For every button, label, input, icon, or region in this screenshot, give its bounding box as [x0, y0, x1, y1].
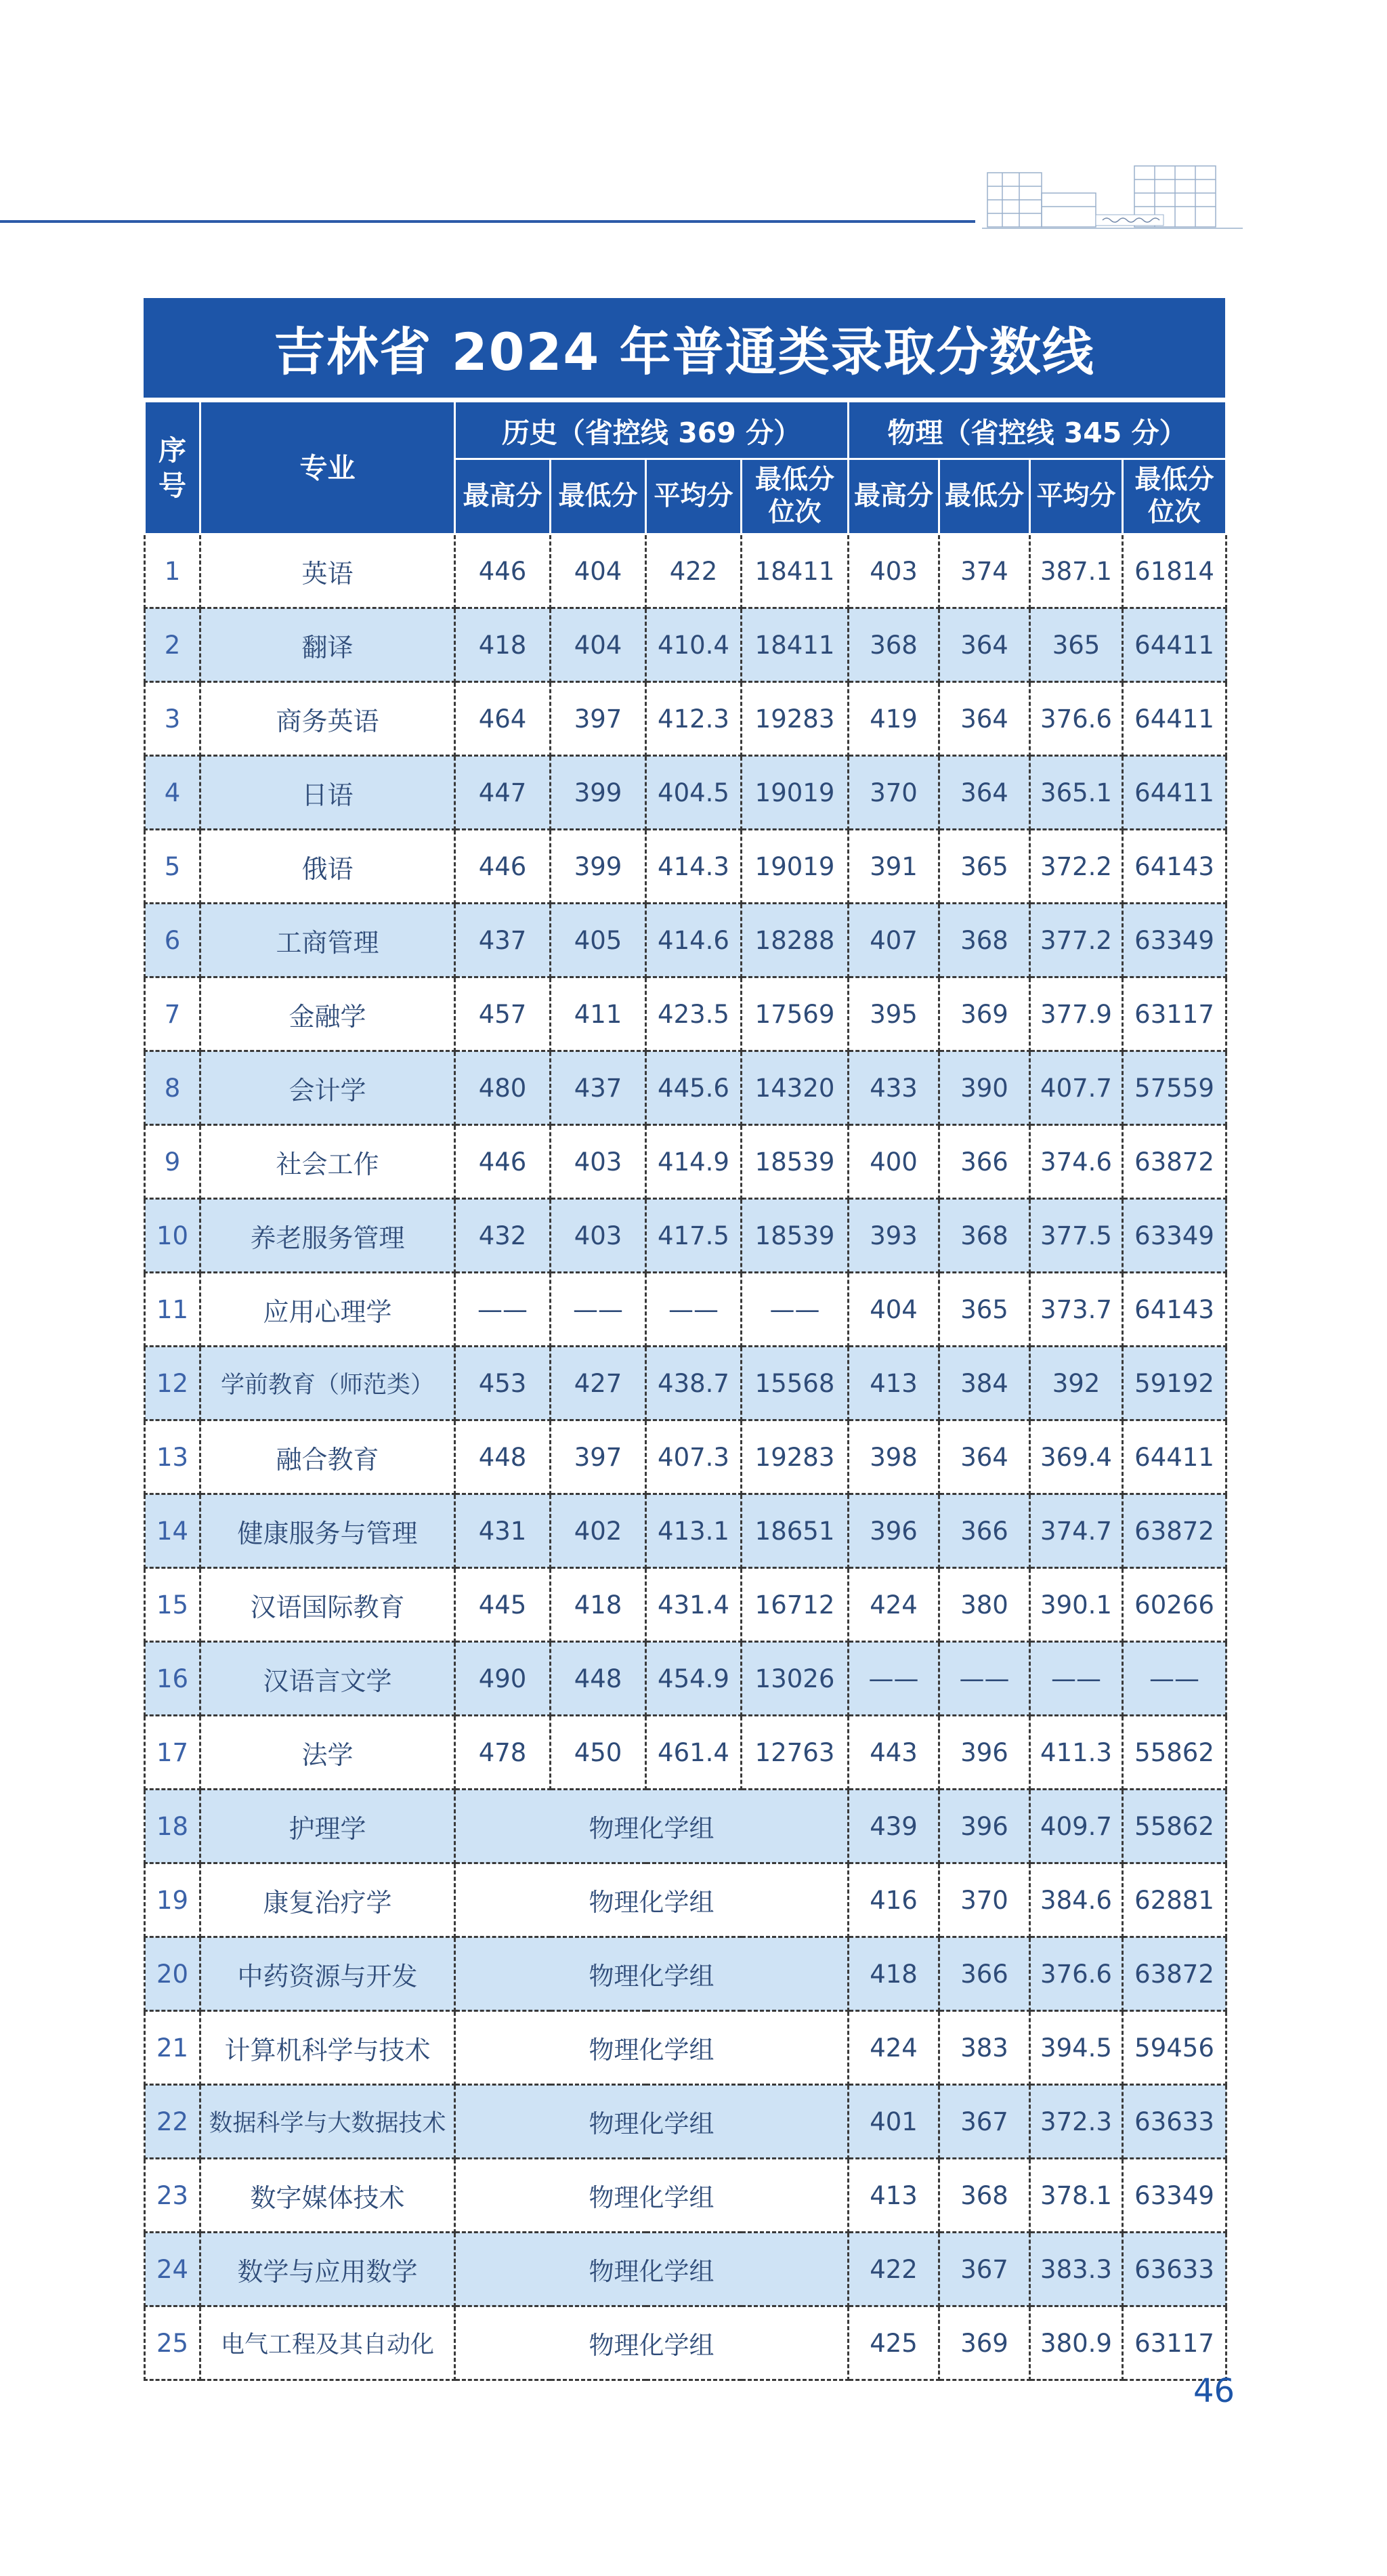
row-major: 金融学: [200, 977, 455, 1051]
row-major: 养老服务管理: [200, 1199, 455, 1273]
history-min-cell: 399: [551, 756, 646, 830]
row-major: 会计学: [200, 1051, 455, 1125]
row-index: 17: [145, 1716, 200, 1790]
physics-max-cell: 400: [849, 1125, 939, 1199]
row-major: 汉语言文学: [200, 1642, 455, 1716]
physics-avg-cell: 372.2: [1030, 830, 1123, 904]
physics-max-cell: 424: [849, 2011, 939, 2085]
physics-min-cell: 366: [939, 1494, 1030, 1568]
physics-rank-cell: 64143: [1123, 1273, 1226, 1347]
table-row: [145, 1863, 1226, 1937]
row-index: 22: [145, 2085, 200, 2159]
history-max-cell: 418: [455, 608, 551, 682]
physics-min-cell: 374: [939, 534, 1030, 608]
physics-rank-cell: 64143: [1123, 830, 1226, 904]
row-index: 15: [145, 1568, 200, 1642]
physics-rank-cell: 63349: [1123, 2159, 1226, 2233]
history-rank-cell: 13026: [742, 1642, 849, 1716]
physics-max-cell: ——: [849, 1642, 939, 1716]
table-row: [145, 2085, 1226, 2159]
history-min-cell: ——: [551, 1273, 646, 1347]
row-major: 工商管理: [200, 904, 455, 977]
physics-rank-cell: 59456: [1123, 2011, 1226, 2085]
history-max-cell: 478: [455, 1716, 551, 1790]
physics-avg-header: 平均分: [1030, 459, 1123, 534]
history-avg-cell: ——: [646, 1273, 742, 1347]
history-rank-cell: 15568: [742, 1347, 849, 1420]
row-index: 23: [145, 2159, 200, 2233]
table-row: [145, 1051, 1226, 1125]
campus-building-illustration: [982, 152, 1243, 234]
row-index: 24: [145, 2233, 200, 2306]
physics-rank-header: 最低分 位次: [1123, 459, 1226, 534]
subject-group-cell: 物理化学组: [455, 1863, 849, 1937]
physics-max-cell: 413: [849, 1347, 939, 1420]
row-index: 14: [145, 1494, 200, 1568]
history-min-cell: 418: [551, 1568, 646, 1642]
physics-min-cell: ——: [939, 1642, 1030, 1716]
row-major: 数字媒体技术: [200, 2159, 455, 2233]
row-major: 中药资源与开发: [200, 1937, 455, 2011]
physics-min-cell: 370: [939, 1863, 1030, 1937]
physics-avg-cell: 377.5: [1030, 1199, 1123, 1273]
history-max-cell: 480: [455, 1051, 551, 1125]
physics-max-cell: 439: [849, 1790, 939, 1863]
history-max-cell: ——: [455, 1273, 551, 1347]
row-major: 英语: [200, 534, 455, 608]
physics-avg-cell: 387.1: [1030, 534, 1123, 608]
physics-avg-cell: 383.3: [1030, 2233, 1123, 2306]
subject-group-cell: 物理化学组: [455, 2233, 849, 2306]
history-avg-cell: 422: [646, 534, 742, 608]
physics-min-cell: 384: [939, 1347, 1030, 1420]
row-index: 2: [145, 608, 200, 682]
physics-min-cell: 368: [939, 904, 1030, 977]
physics-min-cell: 369: [939, 2306, 1030, 2380]
physics-avg-cell: 373.7: [1030, 1273, 1123, 1347]
row-major: 康复治疗学: [200, 1863, 455, 1937]
table-row: [145, 1273, 1226, 1347]
table-row: [145, 904, 1226, 977]
physics-avg-cell: 384.6: [1030, 1863, 1123, 1937]
physics-min-cell: 364: [939, 608, 1030, 682]
history-rank-cell: 19019: [742, 756, 849, 830]
subject-group-cell: 物理化学组: [455, 2159, 849, 2233]
row-major: 护理学: [200, 1790, 455, 1863]
physics-min-cell: 364: [939, 682, 1030, 756]
physics-min-cell: 367: [939, 2233, 1030, 2306]
table-row: [145, 1125, 1226, 1199]
table-row: [145, 608, 1226, 682]
physics-avg-cell: 372.3: [1030, 2085, 1123, 2159]
row-major: 计算机科学与技术: [200, 2011, 455, 2085]
score-table: [144, 400, 1227, 2381]
physics-avg-cell: 380.9: [1030, 2306, 1123, 2380]
row-major: 翻译: [200, 608, 455, 682]
physics-min-cell: 383: [939, 2011, 1030, 2085]
history-rank-cell: 16712: [742, 1568, 849, 1642]
history-max-cell: 437: [455, 904, 551, 977]
history-avg-cell: 431.4: [646, 1568, 742, 1642]
row-major: 法学: [200, 1716, 455, 1790]
physics-min-cell: 390: [939, 1051, 1030, 1125]
history-min-cell: 402: [551, 1494, 646, 1568]
row-index: 5: [145, 830, 200, 904]
history-rank-cell: 14320: [742, 1051, 849, 1125]
physics-rank-cell: 62881: [1123, 1863, 1226, 1937]
row-major: 俄语: [200, 830, 455, 904]
history-min-header: 最低分: [551, 459, 646, 534]
physics-max-cell: 393: [849, 1199, 939, 1273]
history-avg-cell: 454.9: [646, 1642, 742, 1716]
history-rank-cell: 18288: [742, 904, 849, 977]
physics-max-cell: 443: [849, 1716, 939, 1790]
physics-rank-cell: 61814: [1123, 534, 1226, 608]
physics-rank-cell: 63117: [1123, 977, 1226, 1051]
history-max-cell: 464: [455, 682, 551, 756]
physics-max-cell: 395: [849, 977, 939, 1051]
history-avg-cell: 423.5: [646, 977, 742, 1051]
history-avg-cell: 461.4: [646, 1716, 742, 1790]
history-max-cell: 432: [455, 1199, 551, 1273]
header-rule: [0, 220, 975, 223]
history-rank-cell: 18539: [742, 1125, 849, 1199]
history-rank-header: 最低分 位次: [742, 459, 849, 534]
physics-max-header: 最高分: [849, 459, 939, 534]
physics-max-cell: 396: [849, 1494, 939, 1568]
physics-rank-cell: 63872: [1123, 1494, 1226, 1568]
physics-rank-cell: 64411: [1123, 1420, 1226, 1494]
table-row: [145, 2233, 1226, 2306]
physics-max-cell: 416: [849, 1863, 939, 1937]
table-row: [145, 2011, 1226, 2085]
subject-group-cell: 物理化学组: [455, 1937, 849, 2011]
physics-avg-cell: 409.7: [1030, 1790, 1123, 1863]
row-major: 商务英语: [200, 682, 455, 756]
history-avg-cell: 438.7: [646, 1347, 742, 1420]
physics-min-cell: 366: [939, 1937, 1030, 2011]
physics-avg-cell: 377.9: [1030, 977, 1123, 1051]
table-row: [145, 756, 1226, 830]
history-max-cell: 431: [455, 1494, 551, 1568]
history-rank-cell: 18539: [742, 1199, 849, 1273]
physics-max-cell: 418: [849, 1937, 939, 2011]
history-min-cell: 399: [551, 830, 646, 904]
physics-rank-cell: 63349: [1123, 904, 1226, 977]
physics-min-cell: 364: [939, 1420, 1030, 1494]
row-index: 19: [145, 1863, 200, 1937]
physics-max-cell: 403: [849, 534, 939, 608]
history-avg-cell: 412.3: [646, 682, 742, 756]
history-max-cell: 446: [455, 534, 551, 608]
physics-max-cell: 407: [849, 904, 939, 977]
row-index: 20: [145, 1937, 200, 2011]
row-major: 应用心理学: [200, 1273, 455, 1347]
history-rank-cell: 19019: [742, 830, 849, 904]
physics-rank-cell: 60266: [1123, 1568, 1226, 1642]
history-rank-cell: 19283: [742, 682, 849, 756]
physics-avg-cell: 392: [1030, 1347, 1123, 1420]
admission-score-table: [144, 298, 1225, 2381]
row-index: 16: [145, 1642, 200, 1716]
table-row: [145, 830, 1226, 904]
physics-max-cell: 370: [849, 756, 939, 830]
table-row: [145, 1347, 1226, 1420]
row-index: 9: [145, 1125, 200, 1199]
physics-rank-cell: 63872: [1123, 1937, 1226, 2011]
row-major: 社会工作: [200, 1125, 455, 1199]
history-avg-cell: 414.6: [646, 904, 742, 977]
table-row: [145, 2306, 1226, 2380]
physics-avg-cell: 374.7: [1030, 1494, 1123, 1568]
physics-max-cell: 368: [849, 608, 939, 682]
history-rank-cell: ——: [742, 1273, 849, 1347]
history-min-cell: 427: [551, 1347, 646, 1420]
physics-rank-cell: 63633: [1123, 2233, 1226, 2306]
physics-rank-cell: 63349: [1123, 1199, 1226, 1273]
subject-group-cell: 物理化学组: [455, 1790, 849, 1863]
physics-rank-cell: ——: [1123, 1642, 1226, 1716]
physics-max-cell: 433: [849, 1051, 939, 1125]
physics-min-cell: 396: [939, 1716, 1030, 1790]
row-index: 6: [145, 904, 200, 977]
physics-min-cell: 365: [939, 830, 1030, 904]
history-min-cell: 437: [551, 1051, 646, 1125]
history-group-header: 历史（省控线 369 分）: [455, 402, 849, 459]
physics-max-cell: 391: [849, 830, 939, 904]
row-index: 12: [145, 1347, 200, 1420]
row-index: 21: [145, 2011, 200, 2085]
physics-rank-cell: 63633: [1123, 2085, 1226, 2159]
physics-min-cell: 367: [939, 2085, 1030, 2159]
table-row: [145, 977, 1226, 1051]
row-major: 汉语国际教育: [200, 1568, 455, 1642]
physics-rank-cell: 57559: [1123, 1051, 1226, 1125]
table-row: [145, 1568, 1226, 1642]
table-row: [145, 1937, 1226, 2011]
physics-rank-cell: 64411: [1123, 682, 1226, 756]
table-row: [145, 1716, 1226, 1790]
row-major: 数据科学与大数据技术: [200, 2085, 455, 2159]
history-avg-cell: 417.5: [646, 1199, 742, 1273]
history-max-cell: 446: [455, 1125, 551, 1199]
history-max-cell: 453: [455, 1347, 551, 1420]
history-avg-cell: 414.9: [646, 1125, 742, 1199]
row-index: 3: [145, 682, 200, 756]
history-min-cell: 403: [551, 1125, 646, 1199]
history-max-cell: 457: [455, 977, 551, 1051]
table-row: [145, 682, 1226, 756]
history-avg-cell: 410.4: [646, 608, 742, 682]
history-min-cell: 404: [551, 608, 646, 682]
table-title: 吉林省 2024 年普通类录取分数线: [144, 298, 1225, 400]
history-rank-cell: 18411: [742, 608, 849, 682]
row-major: 电气工程及其自动化: [200, 2306, 455, 2380]
row-index: 18: [145, 1790, 200, 1863]
row-index: 25: [145, 2306, 200, 2380]
physics-min-cell: 365: [939, 1273, 1030, 1347]
physics-avg-cell: 369.4: [1030, 1420, 1123, 1494]
physics-avg-cell: 378.1: [1030, 2159, 1123, 2233]
history-max-cell: 448: [455, 1420, 551, 1494]
table-row: [145, 2159, 1226, 2233]
physics-rank-cell: 55862: [1123, 1716, 1226, 1790]
physics-max-cell: 401: [849, 2085, 939, 2159]
row-index: 7: [145, 977, 200, 1051]
history-max-cell: 446: [455, 830, 551, 904]
physics-min-cell: 369: [939, 977, 1030, 1051]
history-avg-header: 平均分: [646, 459, 742, 534]
physics-max-cell: 422: [849, 2233, 939, 2306]
table-row: [145, 1494, 1226, 1568]
physics-avg-cell: 376.6: [1030, 1937, 1123, 2011]
history-avg-cell: 445.6: [646, 1051, 742, 1125]
table-row: [145, 534, 1226, 608]
history-min-cell: 404: [551, 534, 646, 608]
physics-rank-cell: 59192: [1123, 1347, 1226, 1420]
row-index: 4: [145, 756, 200, 830]
table-row: [145, 1199, 1226, 1273]
subject-group-cell: 物理化学组: [455, 2306, 849, 2380]
physics-avg-cell: 394.5: [1030, 2011, 1123, 2085]
row-major: 日语: [200, 756, 455, 830]
history-max-header: 最高分: [455, 459, 551, 534]
physics-max-cell: 404: [849, 1273, 939, 1347]
history-max-cell: 490: [455, 1642, 551, 1716]
physics-avg-cell: 374.6: [1030, 1125, 1123, 1199]
row-major: 数学与应用数学: [200, 2233, 455, 2306]
history-avg-cell: 407.3: [646, 1420, 742, 1494]
physics-avg-cell: ——: [1030, 1642, 1123, 1716]
table-row: [145, 1642, 1226, 1716]
page-number: 46: [1193, 2372, 1235, 2410]
physics-min-cell: 366: [939, 1125, 1030, 1199]
physics-group-header: 物理（省控线 345 分）: [849, 402, 1226, 459]
row-index: 11: [145, 1273, 200, 1347]
physics-rank-cell: 55862: [1123, 1790, 1226, 1863]
history-min-cell: 397: [551, 1420, 646, 1494]
row-major: 健康服务与管理: [200, 1494, 455, 1568]
physics-max-cell: 413: [849, 2159, 939, 2233]
physics-max-cell: 419: [849, 682, 939, 756]
table-row: [145, 1420, 1226, 1494]
physics-rank-cell: 64411: [1123, 756, 1226, 830]
physics-avg-cell: 377.2: [1030, 904, 1123, 977]
table-row: [145, 1790, 1226, 1863]
physics-rank-cell: 64411: [1123, 608, 1226, 682]
physics-min-header: 最低分: [939, 459, 1030, 534]
physics-avg-cell: 390.1: [1030, 1568, 1123, 1642]
physics-avg-cell: 365.1: [1030, 756, 1123, 830]
history-min-cell: 405: [551, 904, 646, 977]
row-index: 10: [145, 1199, 200, 1273]
history-min-cell: 448: [551, 1642, 646, 1716]
history-rank-cell: 18651: [742, 1494, 849, 1568]
physics-min-cell: 368: [939, 1199, 1030, 1273]
row-major: 融合教育: [200, 1420, 455, 1494]
physics-min-cell: 380: [939, 1568, 1030, 1642]
major-header: 专业: [200, 402, 455, 534]
history-avg-cell: 404.5: [646, 756, 742, 830]
subject-group-cell: 物理化学组: [455, 2011, 849, 2085]
physics-min-cell: 364: [939, 756, 1030, 830]
history-min-cell: 397: [551, 682, 646, 756]
row-major: 学前教育（师范类）: [200, 1347, 455, 1420]
subject-group-cell: 物理化学组: [455, 2085, 849, 2159]
row-index: 1: [145, 534, 200, 608]
physics-avg-cell: 365: [1030, 608, 1123, 682]
history-max-cell: 447: [455, 756, 551, 830]
history-max-cell: 445: [455, 1568, 551, 1642]
physics-max-cell: 424: [849, 1568, 939, 1642]
history-rank-cell: 12763: [742, 1716, 849, 1790]
history-avg-cell: 414.3: [646, 830, 742, 904]
history-min-cell: 411: [551, 977, 646, 1051]
physics-avg-cell: 411.3: [1030, 1716, 1123, 1790]
history-rank-cell: 18411: [742, 534, 849, 608]
physics-avg-cell: 407.7: [1030, 1051, 1123, 1125]
row-index: 8: [145, 1051, 200, 1125]
history-rank-cell: 17569: [742, 977, 849, 1051]
physics-rank-cell: 63117: [1123, 2306, 1226, 2380]
physics-min-cell: 396: [939, 1790, 1030, 1863]
history-avg-cell: 413.1: [646, 1494, 742, 1568]
physics-max-cell: 425: [849, 2306, 939, 2380]
physics-max-cell: 398: [849, 1420, 939, 1494]
physics-min-cell: 368: [939, 2159, 1030, 2233]
index-header: 序号: [145, 402, 200, 534]
physics-avg-cell: 376.6: [1030, 682, 1123, 756]
physics-rank-cell: 63872: [1123, 1125, 1226, 1199]
history-rank-cell: 19283: [742, 1420, 849, 1494]
history-min-cell: 450: [551, 1716, 646, 1790]
history-min-cell: 403: [551, 1199, 646, 1273]
row-index: 13: [145, 1420, 200, 1494]
